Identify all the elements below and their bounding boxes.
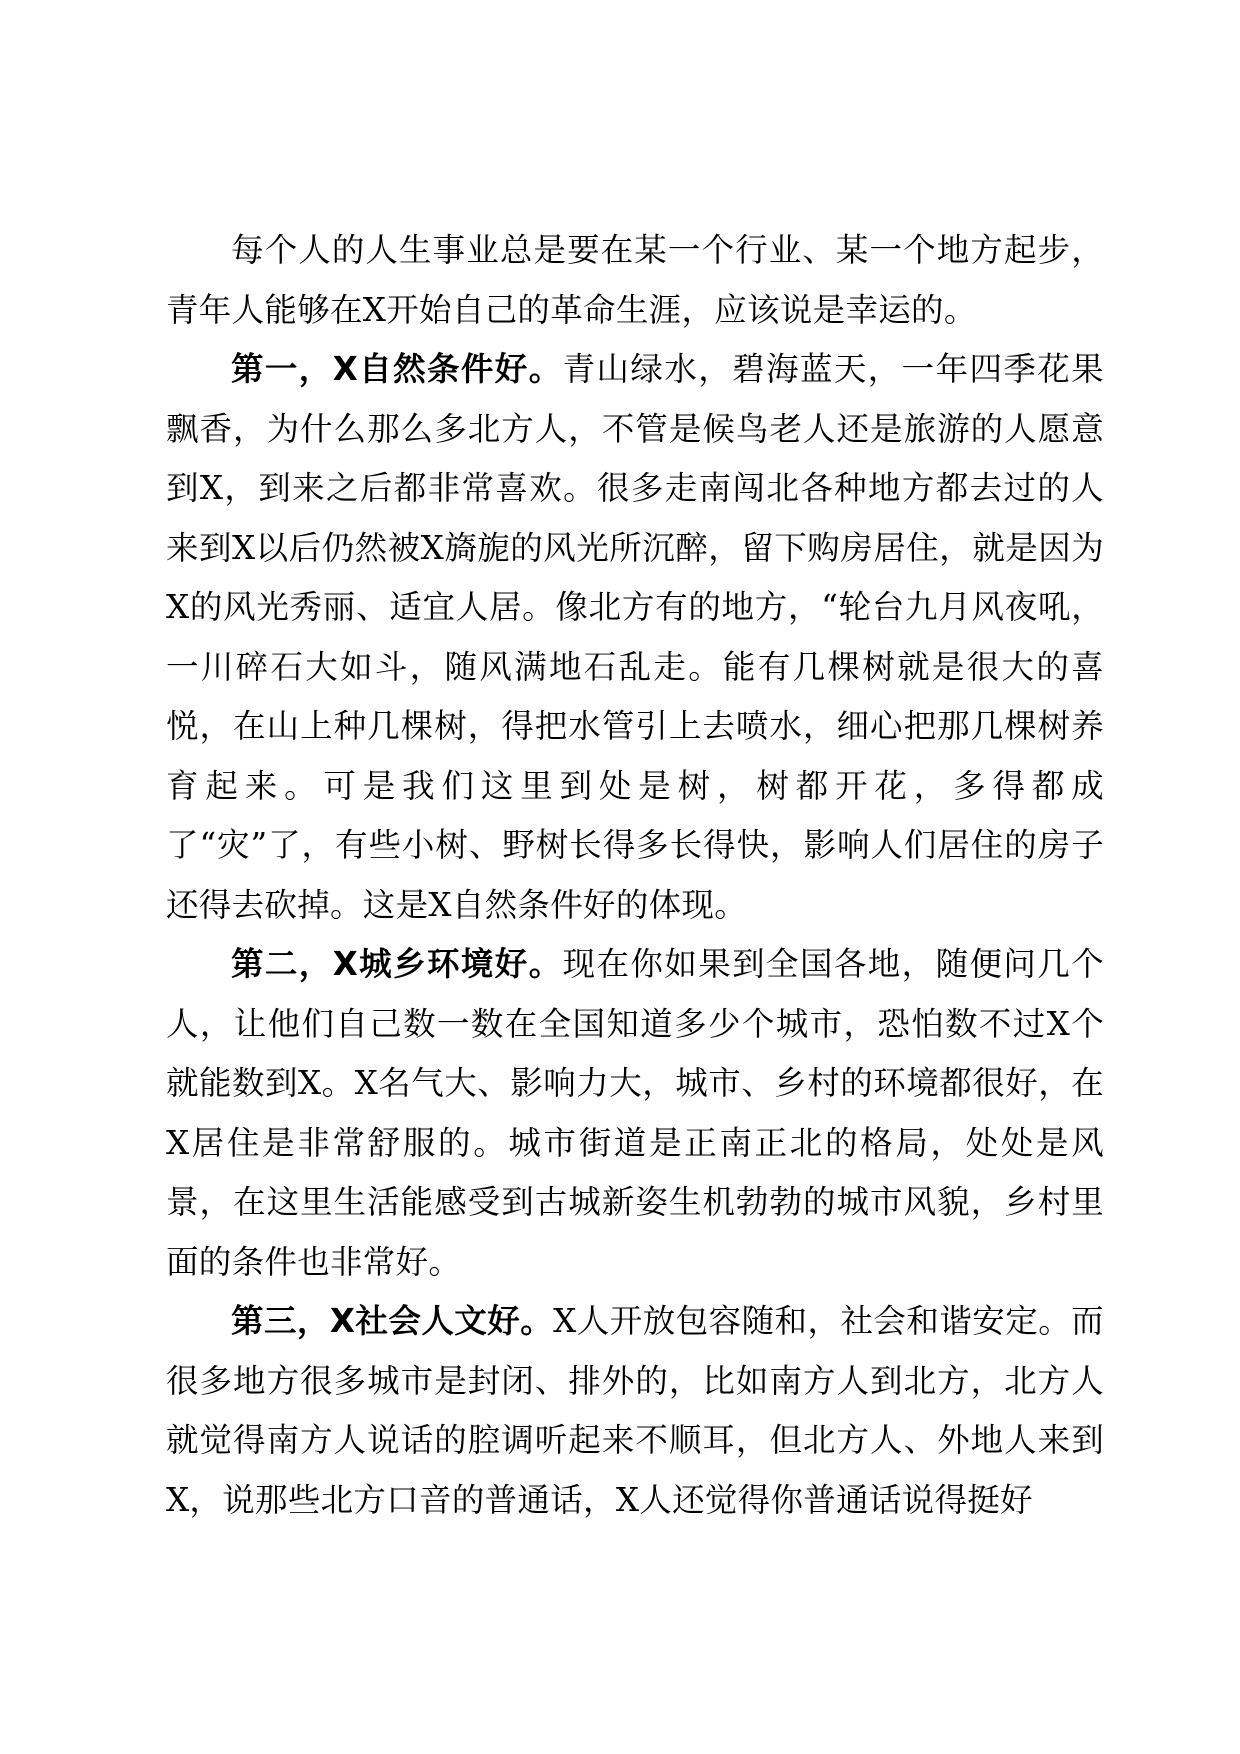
paragraph-intro-text: 每个人的人生事业总是要在某一个行业、某一个地方起步，青年人能够在X开始自己的革命生涯，应该说是幸运的。 bbox=[166, 231, 1104, 329]
paragraph-point-two-heading: 第二，X城乡环境好。 bbox=[231, 945, 563, 983]
paragraph-point-one bbox=[166, 340, 1104, 935]
paragraph-point-three-heading: 第三，X社会人文好。 bbox=[231, 1302, 554, 1340]
paragraph-point-one-text: 青山绿水，碧海蓝天，一年四季花果飘香，为什么那么多北方人，不管是候鸟老人还是旅游的人愿意到X，到来之后都非常喜欢。很多走南闯北各种地方都去过的人来到X以后仍然被X旖旎的风光所沉醉，留下购房居住，就是因为X的风光秀丽、适宜人居。像北方有的地方，“轮台九月风夜吼，一川碎石大如斗，随风满地石乱走。能有几棵树就是很大的喜悦，在山上种几棵树，得把水管引上去喷水，细心把那几棵树养育起来。可是我们这里到处是树，树都开花，多得都成了“灾”了，有些小树、野树长得多长得快，影响人们居住的房子还得去砍掉。这是X自然条件好的体现。 bbox=[166, 350, 1104, 924]
paragraph-point-three bbox=[166, 1292, 1104, 1530]
paragraph-point-two-text: 现在你如果到全国各地，随便问几个人，让他们自己数一数在全国知道多少个城市，恐怕数不过X个就能数到X。X名气大、影响力大，城市、乡村的环境都很好，在X居住是非常舒服的。城市街道是正南正北的格局，处处是风景，在这里生活能感受到古城新姿生机勃勃的城市风貌，乡村里面的条件也非常好。 bbox=[166, 945, 1104, 1281]
paragraph-point-two bbox=[166, 935, 1104, 1292]
document-body bbox=[166, 221, 1104, 1530]
paragraph-point-one-heading: 第一，X自然条件好。 bbox=[231, 350, 563, 388]
paragraph-intro bbox=[166, 221, 1104, 340]
paragraph-point-three-text: X人开放包容随和，社会和谐安定。而很多地方很多城市是封闭、排外的，比如南方人到北方，北方人就觉得南方人说话的腔调听起来不顺耳，但北方人、外地人来到X，说那些北方口音的普通话，X人还觉得你普通话说得挺好 bbox=[166, 1302, 1104, 1519]
